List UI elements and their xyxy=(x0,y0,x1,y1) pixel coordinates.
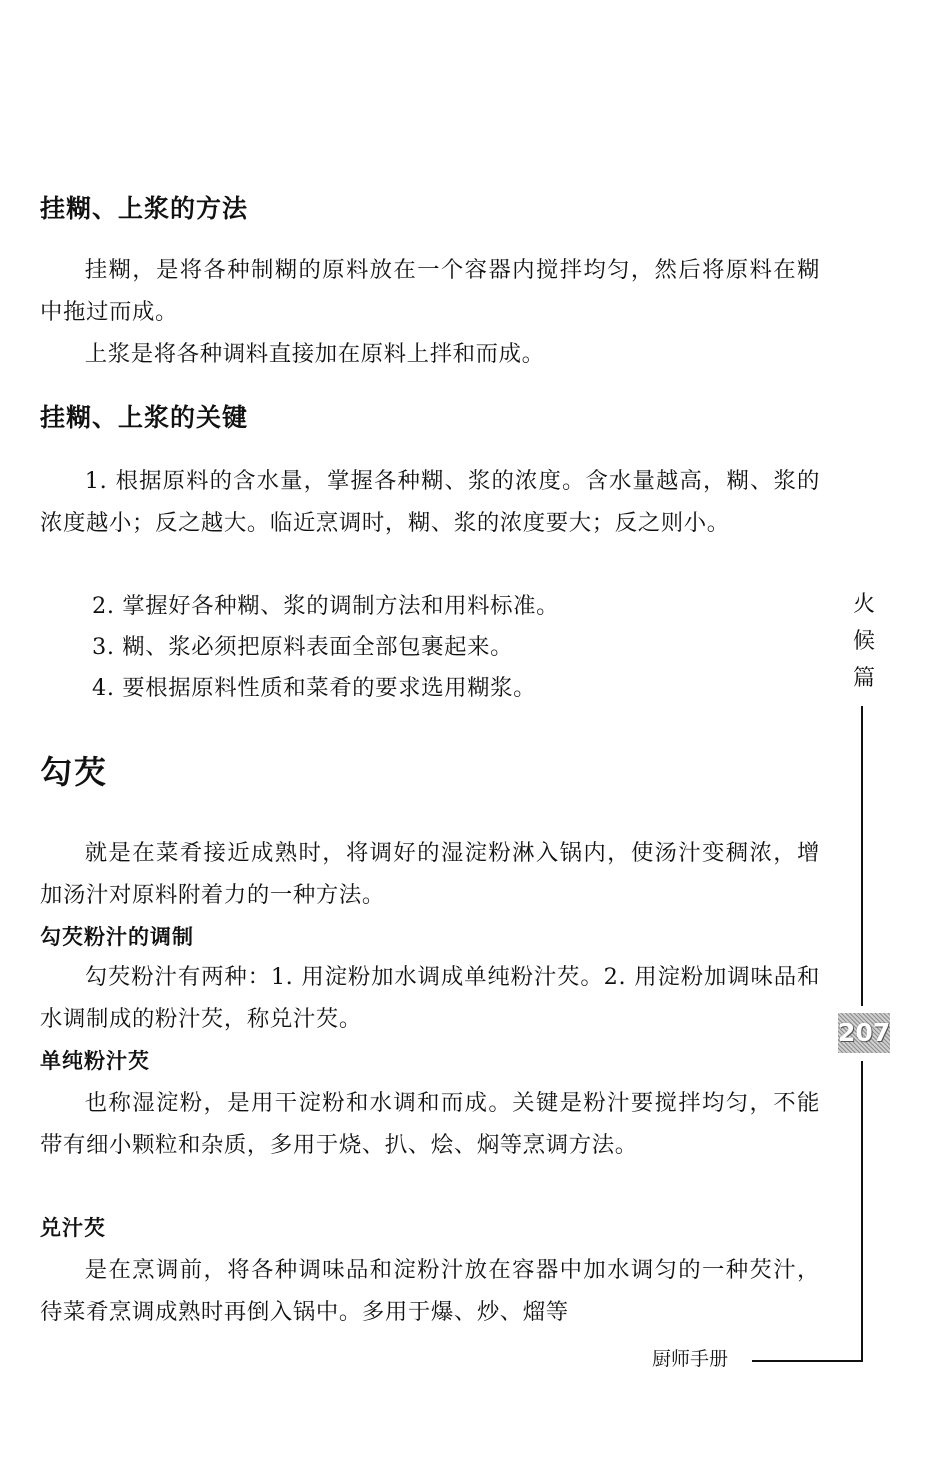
list-item-key-4: 4. 要根据原料性质和菜肴的要求选用糊浆。 xyxy=(92,675,537,701)
side-chapter-char-1: 火 xyxy=(852,592,875,617)
chapter-heading-thickening: 勾芡 xyxy=(40,753,109,791)
paragraph-mixed-sauce-slurry: 是在烹调前，将各种调味品和淀粉汁放在容器中加水调匀的一种芡汁，待菜肴烹调成熟时再倒入锅中。多用于爆、炒、熘等 xyxy=(40,1257,820,1325)
footer-book-title: 厨师手册 xyxy=(652,1348,729,1370)
side-rule-lower xyxy=(861,1061,863,1362)
section-heading-batter-methods: 挂糊、上浆的方法 xyxy=(40,194,249,223)
side-chapter-char-2: 候 xyxy=(852,629,875,654)
paragraph-thickening-definition: 就是在菜肴接近成熟时，将调好的湿淀粉淋入锅内，使汤汁变稠浓，增加汤汁对原料附着力的一种方法。 xyxy=(40,840,820,908)
side-chapter-char-3: 篇 xyxy=(852,666,875,691)
list-item-key-3: 3. 糊、浆必须把原料表面全部包裹起来。 xyxy=(92,634,514,660)
paragraph-batter-definition: 挂糊，是将各种制糊的原料放在一个容器内搅拌均匀，然后将原料在糊中拖过而成。 xyxy=(40,257,820,325)
paragraph-thickening-preparation: 勾芡粉汁有两种：1. 用淀粉加水调成单纯粉汁芡。2. 用淀粉加调味品和水调制成的粉汁芡，称兑汁芡。 xyxy=(40,964,820,1032)
page-number: 207 xyxy=(838,1013,890,1053)
subheading-simple-starch-slurry: 单纯粉汁芡 xyxy=(40,1049,150,1073)
subheading-thickening-preparation: 勾芡粉汁的调制 xyxy=(40,925,194,949)
subheading-mixed-sauce-slurry: 兑汁芡 xyxy=(40,1216,106,1240)
list-item-key-2: 2. 掌握好各种糊、浆的调制方法和用料标准。 xyxy=(92,593,560,619)
side-rule-upper xyxy=(861,706,863,1006)
paragraph-starch-coating-definition: 上浆是将各种调料直接加在原料上拌和而成。 xyxy=(84,341,545,367)
list-item-key-1: 1. 根据原料的含水量，掌握各种糊、浆的浓度。含水量越高，糊、浆的浓度越小；反之越大。临近烹调时，糊、浆的浓度要大；反之则小。 xyxy=(40,468,820,536)
footer-rule xyxy=(752,1360,863,1362)
paragraph-simple-starch-slurry: 也称湿淀粉，是用干淀粉和水调和而成。关键是粉汁要搅拌均匀，不能带有细小颗粒和杂质，多用于烧、扒、烩、焖等烹调方法。 xyxy=(40,1090,820,1158)
section-heading-batter-keys: 挂糊、上浆的关键 xyxy=(40,403,249,432)
